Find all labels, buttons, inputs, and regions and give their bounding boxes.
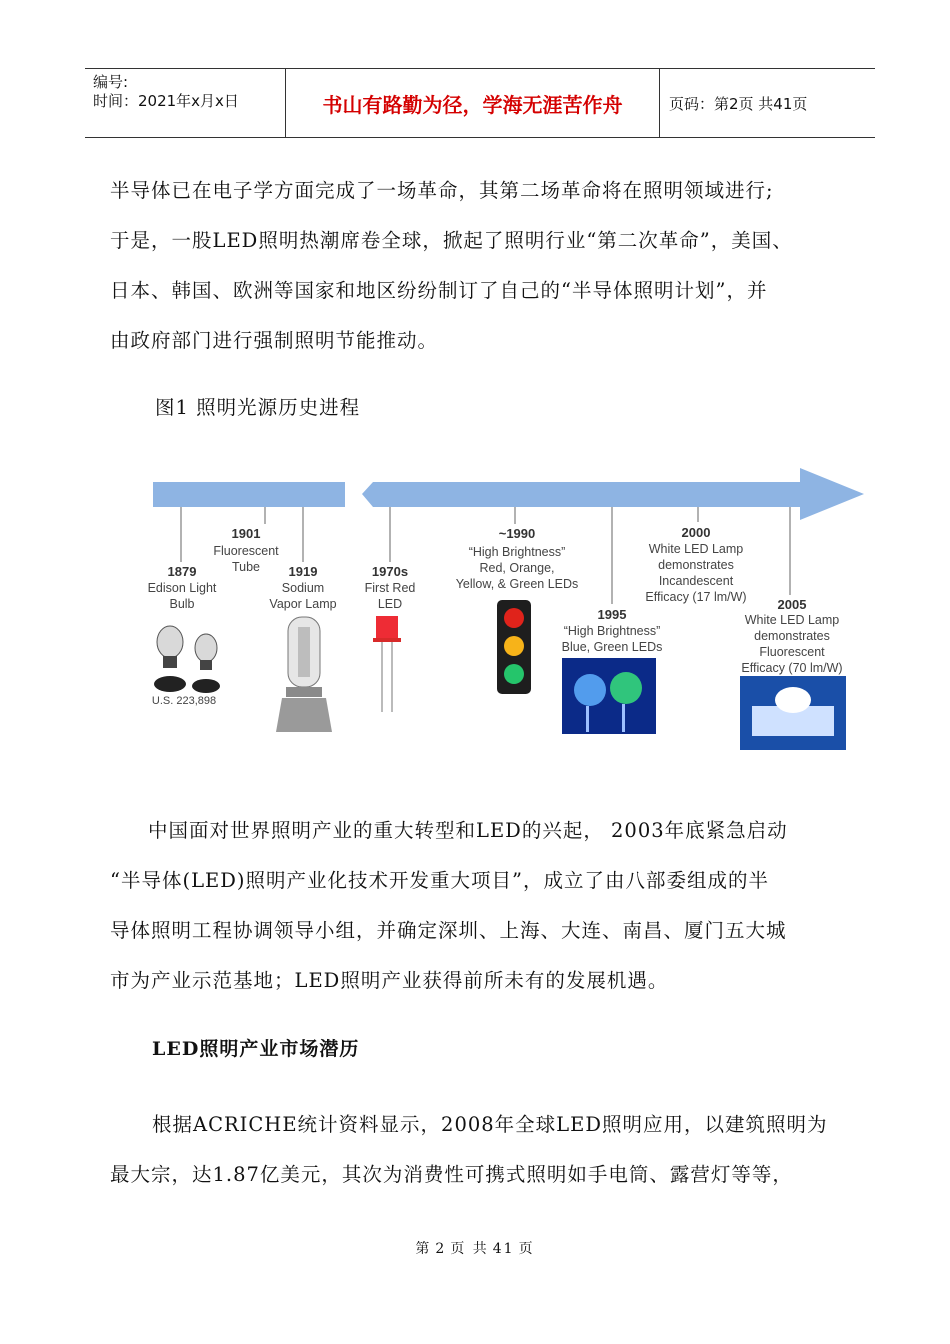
event-year: 1879: [167, 564, 197, 579]
event-label: Fluorescent: [213, 544, 279, 558]
event-year: 1919: [288, 564, 318, 579]
timeline-arrow: [362, 468, 864, 520]
red-led-icon: [373, 616, 401, 712]
paragraph-intro: [110, 166, 855, 366]
paragraph-line: 根据ACRICHE统计资料显示，2008年全球LED照明应用，以建筑照明为: [152, 1113, 828, 1136]
event-year: 2005: [777, 597, 807, 612]
paragraph-line: 半导体已在电子学方面完成了一场革命，其第二场革命将在照明领域进行;: [110, 179, 774, 202]
page-header: [85, 68, 875, 138]
header-meta: [85, 69, 286, 137]
section-heading: LED照明产业市场潜历: [152, 1038, 360, 1060]
event-label: Incandescent: [658, 574, 734, 588]
edison-bulb-icon: [154, 626, 220, 693]
event-label: Efficacy (17 lm/W): [645, 590, 747, 604]
event-year: 1901: [231, 526, 261, 541]
header-time: 时间：2021年x月x日: [93, 92, 239, 110]
traffic-light-icon: [497, 600, 531, 694]
header-motto: 书山有路勤为径，学海无涯苦作舟: [286, 69, 660, 137]
white-led-lamp-photo: [740, 676, 846, 750]
event-label: Bulb: [169, 597, 195, 611]
event-label: Edison Light: [147, 581, 217, 595]
blue-green-leds-photo: [562, 658, 656, 734]
event-label: Blue, Green LEDs: [561, 640, 663, 654]
lighting-history-figure: [140, 462, 870, 762]
event-label: Efficacy (70 lm/W): [741, 661, 843, 675]
event-year: 1995: [597, 607, 627, 622]
paragraph-china: [110, 806, 855, 1006]
sodium-lamp-icon: [276, 617, 332, 732]
event-note: U.S. 223,898: [151, 695, 217, 707]
timeline-bar-left: [153, 482, 345, 507]
event-label: Tube: [231, 560, 261, 574]
paragraph-line: 于是，一股LED照明热潮席卷全球，掀起了照明行业“第二次革命”，美国、: [110, 229, 793, 252]
paragraph-line: “半导体(LED)照明产业化技术开发重大项目”，成立了由八部委组成的半: [110, 869, 769, 892]
page-footer: 第 2 页 共 41 页: [415, 1241, 535, 1257]
event-label: Fluorescent: [759, 645, 825, 659]
event-label: First Red: [364, 581, 416, 595]
paragraph-line: 市为产业示范基地；LED照明产业获得前所未有的发展机遇。: [110, 969, 669, 992]
paragraph-line: 最大宗，达1.87亿美元，其次为消费性可携式照明如手电筒、露营灯等等，: [110, 1163, 793, 1186]
header-number: 编号:: [93, 73, 129, 91]
event-label: Yellow, & Green LEDs: [455, 577, 579, 591]
figure-caption: 图1 照明光源历史进程: [155, 396, 361, 419]
event-year: 2000: [681, 525, 711, 540]
paragraph-market: [110, 1100, 855, 1200]
event-label: demonstrates: [754, 629, 830, 643]
event-year: 1970s: [371, 564, 409, 579]
event-label: Red, Orange,: [479, 561, 555, 575]
event-year: ~1990: [498, 526, 536, 541]
event-label: “High Brightness”: [563, 624, 661, 638]
event-label: demonstrates: [658, 558, 734, 572]
event-label: White LED Lamp: [744, 613, 840, 627]
paragraph-line: 导体照明工程协调领导小组，并确定深圳、上海、大连、南昌、厦门五大城: [110, 919, 787, 942]
event-label: Sodium: [281, 581, 325, 595]
paragraph-line: 由政府部门进行强制照明节能推动。: [110, 329, 439, 352]
header-page-info: 页码：第2页 共41页: [669, 94, 808, 113]
paragraph-line: 日本、韩国、欧洲等国家和地区纷纷制订了自己的“半导体照明计划”，并: [110, 279, 768, 302]
event-label: LED: [377, 597, 403, 611]
event-label: “High Brightness”: [468, 545, 566, 559]
event-label: White LED Lamp: [648, 542, 744, 556]
paragraph-line: 中国面对世界照明产业的重大转型和LED的兴起， 2003年底紧急启动: [148, 819, 788, 842]
event-label: Vapor Lamp: [269, 597, 337, 611]
